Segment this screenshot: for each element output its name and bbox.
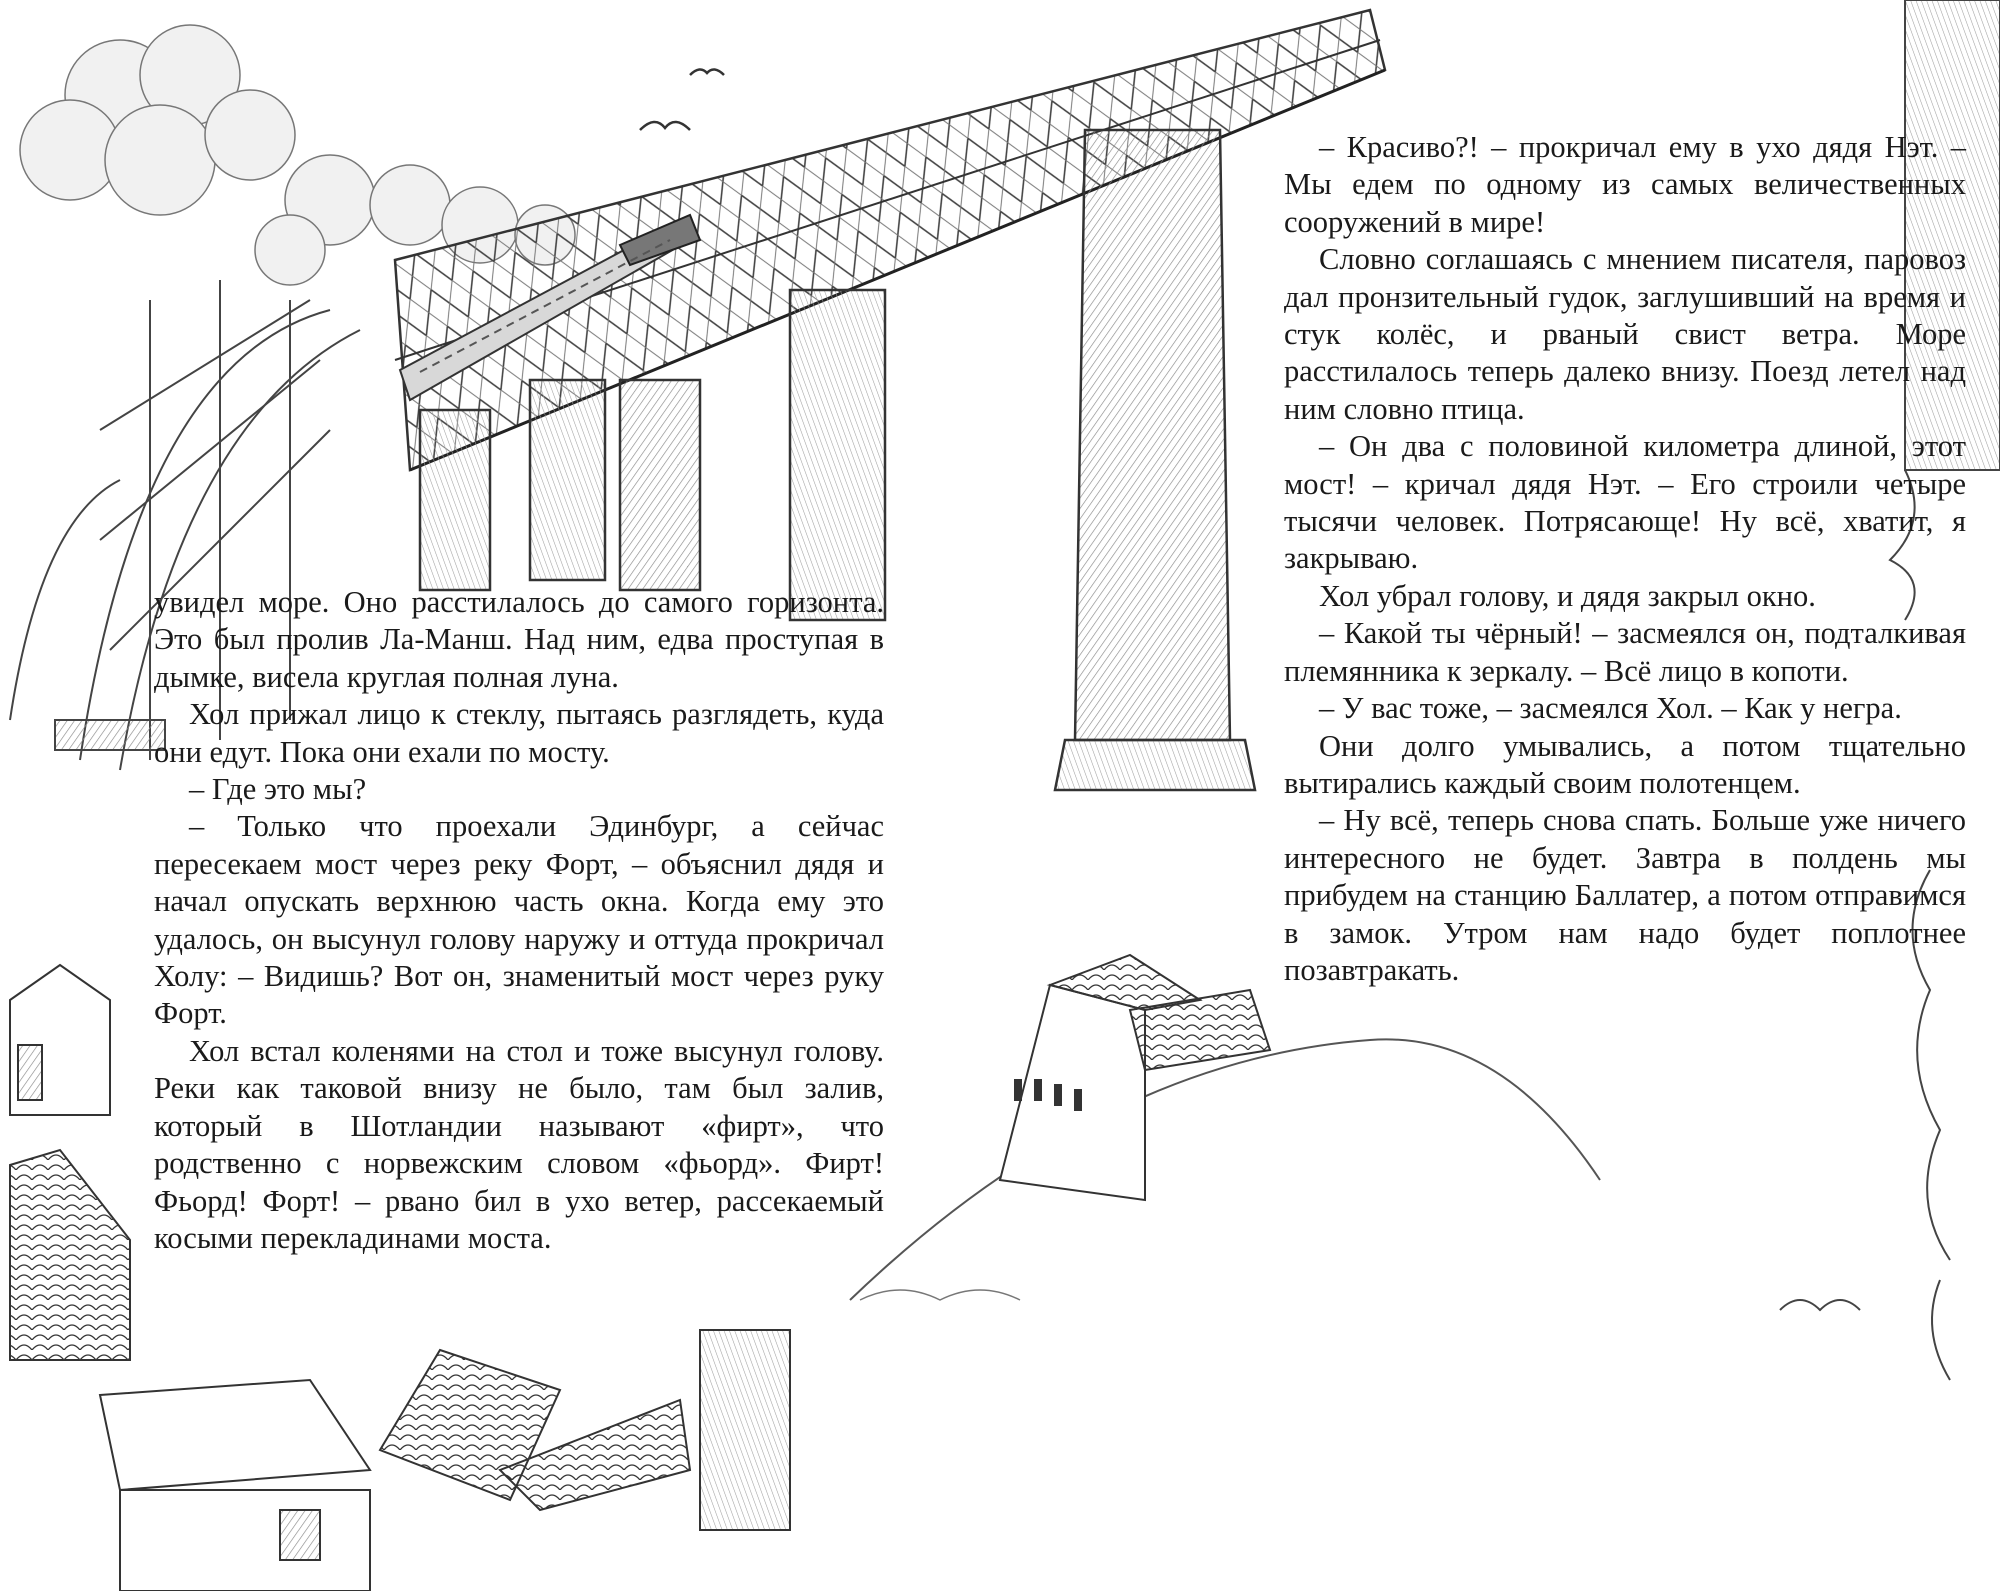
text-column-right xyxy=(1284,129,1966,989)
paragraph: Они долго умывались, а потом тщательно вытирались каждый своим полотенцем. xyxy=(1284,728,1966,800)
paragraph: Словно соглашаясь с мнением писателя, паровоз дал пронзительный гудок, заглушивший на время и стук колёс, и рваный свист ветра. Море расстилалось теперь далеко внизу. Поезд летел над ним словно птица. xyxy=(1284,242,1966,426)
text-column-left xyxy=(154,584,884,1257)
birds xyxy=(640,69,724,130)
paragraph: – Красиво?! – прокричал ему в ухо дядя Нэт. – Мы едем по одному из самых величественных сооружений в мире! xyxy=(1284,130,1966,239)
paragraph: – Только что проехали Эдинбург, а сейчас пересекаем мост через реку Форт, – объяснил дядя и начал опускать верхнюю часть окна. Когда ему это удалось, он высунул голову наружу и оттуда прокричал Холу: – Видишь? Вот он, знаменитый мост через руку Форт. xyxy=(154,809,884,1031)
hill-line xyxy=(850,1039,1600,1300)
paragraph: – У вас тоже, – засмеялся Хол. – Как у негра. xyxy=(1319,691,1902,726)
paragraph: – Где это мы? xyxy=(189,772,367,807)
house-left xyxy=(10,965,110,1115)
paragraph: Хол убрал голову, и дядя закрыл окно. xyxy=(1319,578,1816,613)
paragraph: увидел море. Оно расстилалось до самого горизонта. Это был пролив Ла-Манш. Над ним, едва проступая в дымке, висела круглая полная луна. xyxy=(154,585,884,694)
paragraph: – Он два с половиной километра длиной, этот мост! – кричал дядя Нэт. – Его строили четыре тысячи человек. Потрясающе! Ну всё, хватит, я закрываю. xyxy=(1284,429,1966,576)
paragraph: Хол прижал лицо к стеклу, пытаясь разглядеть, куда они едут. Пока они ехали по мосту. xyxy=(154,697,884,769)
paragraph: – Ну всё, теперь снова спать. Больше уже ничего интересного не будет. Завтра в полдень мы прибудем на станцию Баллатер, а потом отправимся в замок. Утром нам надо будет поплотнее позавтракать. xyxy=(1284,803,1966,987)
paragraph: – Какой ты чёрный! – засмеялся он, подталкивая племянника к зеркалу. – Всё лицо в копоти. xyxy=(1284,616,1966,688)
house-right xyxy=(1000,955,1270,1200)
paragraph: Хол встал коленями на стол и тоже высунул голову. Реки как таковой внизу не было, там был залив, который в Шотландии называют «фирт», что родственно с норвежским словом «фьорд». Фирт! Фьорд! Форт! – рвано бил в ухо ветер, рассекаемый косыми перекладинами моста. xyxy=(154,1033,884,1255)
